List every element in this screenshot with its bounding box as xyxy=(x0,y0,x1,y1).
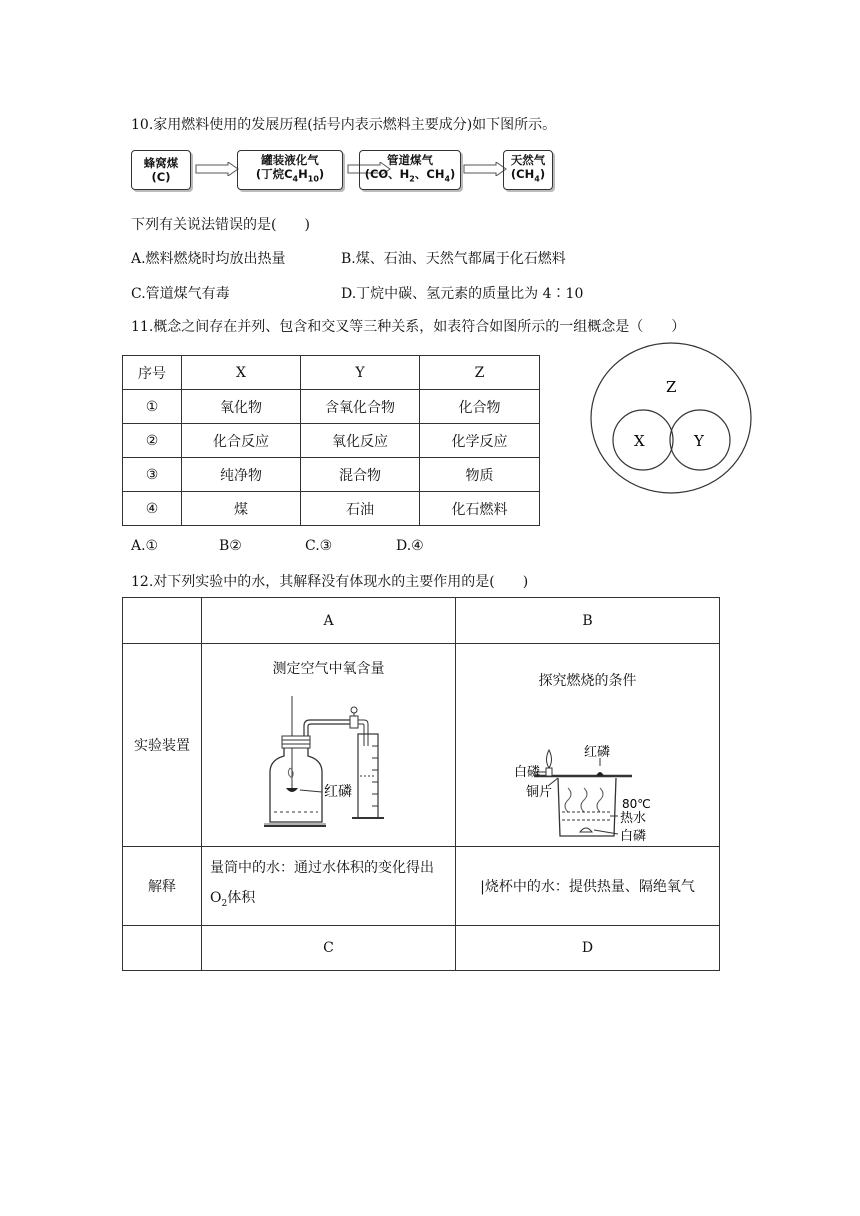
cell: 氧化物 xyxy=(182,390,301,424)
cell: 化合反应 xyxy=(182,424,301,458)
arrow-icon xyxy=(463,162,507,176)
combustion-conditions-apparatus xyxy=(514,706,674,846)
label-white-phosphorus-bottom: 白磷 xyxy=(620,829,647,844)
fuel-box-natural-gas: 天然气 $(CH_4)$ xyxy=(503,150,553,190)
header-b: B xyxy=(456,598,720,644)
cell-device-a xyxy=(202,644,456,847)
table-row xyxy=(123,458,540,492)
q11-option-b: B② xyxy=(219,538,242,554)
header-z: Z xyxy=(420,356,540,390)
cell: 化合物 xyxy=(420,390,540,424)
q11-table xyxy=(122,355,540,526)
table-row xyxy=(123,390,540,424)
q10-option-d: D.丁烷中碳、氢元素的质量比为 4∶10 xyxy=(341,286,584,302)
q10-question: 下列有关说法错误的是( ) xyxy=(131,217,310,233)
row-label-explain: 解释 xyxy=(123,847,202,926)
cell-device-b xyxy=(456,644,720,847)
cell-explain-a: 量筒中的水：通过水体积的变化得出$O_2$体积 xyxy=(202,847,456,926)
venn-label-y: Y xyxy=(694,432,704,450)
fuel-box-lpg: 罐装液化气 (丁烷$C_4H_{10}$) xyxy=(237,150,343,190)
q10-option-c: C.管道煤气有毒 xyxy=(131,286,230,302)
table-header-row xyxy=(123,356,540,390)
q11-option-c: C.③ xyxy=(305,538,333,554)
q10-option-b: B.煤、石油、天然气都属于化石燃料 xyxy=(341,251,566,267)
header-c: C xyxy=(202,926,456,971)
venn-label-x: X xyxy=(634,432,645,450)
cell-empty xyxy=(123,598,202,644)
table-header-row xyxy=(123,598,720,644)
cell: 石油 xyxy=(301,492,420,526)
table-row xyxy=(123,492,540,526)
device-b-title: 探究燃烧的条件 xyxy=(538,673,637,689)
table-row-explain xyxy=(123,847,720,926)
label-copper-sheet: 铜片 xyxy=(526,785,553,800)
arrow-icon xyxy=(195,162,239,176)
cell: 混合物 xyxy=(301,458,420,492)
cell: 氧化反应 xyxy=(301,424,420,458)
q10-option-a: A.燃料燃烧时均放出热量 xyxy=(131,251,286,267)
q11-option-a: A.① xyxy=(131,538,159,554)
cell-explain-b: |烧杯中的水：提供热量、隔绝氧气 xyxy=(456,847,720,926)
cell: 纯净物 xyxy=(182,458,301,492)
venn-label-z: Z xyxy=(666,378,677,396)
label-temperature: 80℃ xyxy=(622,797,651,811)
device-a-title: 测定空气中氧含量 xyxy=(272,661,385,677)
oxygen-measurement-apparatus xyxy=(264,696,444,836)
label-red-phosphorus-a: 红磷 xyxy=(324,784,352,800)
q12-table xyxy=(122,597,720,971)
header-x: X xyxy=(182,356,301,390)
table-row-device xyxy=(123,644,720,847)
label-white-phosphorus-top: 白磷 xyxy=(514,765,541,780)
cell: 煤 xyxy=(182,492,301,526)
header-d: D xyxy=(456,926,720,971)
cell: ② xyxy=(123,424,182,458)
q11-stem: 11.概念之间存在并列、包含和交叉等三种关系，如表符合如图所示的一组概念是（ ） xyxy=(131,319,686,335)
label-hot-water: 热水 xyxy=(620,811,647,826)
label-red-phosphorus-b: 红磷 xyxy=(584,745,611,760)
cell: ④ xyxy=(123,492,182,526)
fuel-box-honeycomb-coal: 蜂窝煤 (C) xyxy=(131,150,191,190)
cell: ③ xyxy=(123,458,182,492)
fuel-box-pipeline-gas: 管道煤气 (CO、$H_2$、$CH_4$) xyxy=(359,150,461,190)
cell: 化石燃料 xyxy=(420,492,540,526)
q10-stem: 10.家用燃料使用的发展历程(括号内表示燃料主要成分)如下图所示。 xyxy=(131,117,557,133)
cell-empty xyxy=(123,926,202,971)
header-index: 序号 xyxy=(123,356,182,390)
cell: 物质 xyxy=(420,458,540,492)
row-label-device: 实验装置 xyxy=(123,644,202,847)
cell: ① xyxy=(123,390,182,424)
header-y: Y xyxy=(301,356,420,390)
header-a: A xyxy=(202,598,456,644)
table-row xyxy=(123,424,540,458)
cell: 化学反应 xyxy=(420,424,540,458)
venn-diagram xyxy=(588,340,754,496)
q12-stem: 12.对下列实验中的水，其解释没有体现水的主要作用的是( ) xyxy=(131,574,529,590)
q11-option-d: D.④ xyxy=(396,538,424,554)
table-header-row-2 xyxy=(123,926,720,971)
cell: 含氧化合物 xyxy=(301,390,420,424)
